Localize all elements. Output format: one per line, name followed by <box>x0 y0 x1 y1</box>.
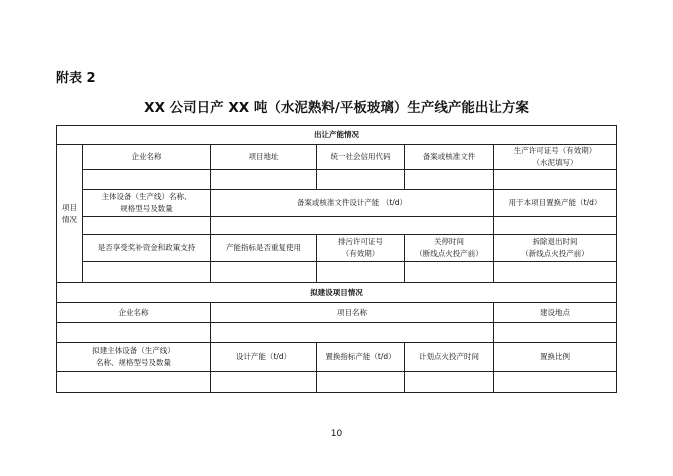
header-new-project-name: 项目名称 <box>211 303 494 323</box>
input-replacement-ratio[interactable] <box>494 372 617 393</box>
header-demolition-time: 拆除退出时间 （新线点火投产前） <box>494 235 617 262</box>
header-subsidy-support: 是否享受奖补资金和政策支持 <box>83 235 211 262</box>
header-new-company-name: 企业名称 <box>57 303 211 323</box>
input-credit-code[interactable] <box>317 170 405 190</box>
header-quota-reuse: 产能指标是否重复使用 <box>211 235 317 262</box>
input-company-name[interactable] <box>83 170 211 190</box>
header-planned-ignition-time: 计划点火投产时间 <box>405 343 494 372</box>
input-main-equipment[interactable] <box>83 217 211 235</box>
input-quota-reuse[interactable] <box>211 262 317 283</box>
header-filing-document: 备案或核准文件 <box>405 145 494 170</box>
capacity-transfer-form <box>56 125 617 393</box>
header-replacement-ratio: 置换比例 <box>494 343 617 372</box>
input-filing-document[interactable] <box>405 170 494 190</box>
header-main-equipment: 主体设备（生产线）名称、 规格型号及数量 <box>83 190 211 217</box>
input-new-main-equipment[interactable] <box>57 372 211 393</box>
input-planned-ignition-time[interactable] <box>405 372 494 393</box>
document-title: XX 公司日产 XX 吨（水泥熟料/平板玻璃）生产线产能出让方案 <box>144 100 529 116</box>
project-info-side-label: 项目 情况 <box>57 145 83 283</box>
input-construction-site[interactable] <box>494 323 617 343</box>
input-demolition-time[interactable] <box>494 262 617 283</box>
header-company-name: 企业名称 <box>83 145 211 170</box>
header-new-main-equipment: 拟建主体设备（生产线） 名称、规格型号及数量 <box>57 343 211 372</box>
attachment-label: 附表 2 <box>56 71 96 86</box>
header-shutdown-time: 关停时间 （断线点火投产前） <box>405 235 494 262</box>
input-subsidy-support[interactable] <box>83 262 211 283</box>
header-replacement-capacity: 用于本项目置换产能（t/d） <box>494 190 617 217</box>
input-production-license[interactable] <box>494 170 617 190</box>
input-replacement-quota-capacity[interactable] <box>317 372 405 393</box>
input-replacement-capacity[interactable] <box>494 217 617 235</box>
header-replacement-quota-capacity: 置换指标产能（t/d） <box>317 343 405 372</box>
input-new-design-capacity[interactable] <box>211 372 317 393</box>
input-project-address[interactable] <box>211 170 317 190</box>
section-transfer-heading: 出让产能情况 <box>57 126 617 145</box>
input-shutdown-time[interactable] <box>405 262 494 283</box>
header-credit-code: 统一社会信用代码 <box>317 145 405 170</box>
header-new-design-capacity: 设计产能（t/d） <box>211 343 317 372</box>
input-discharge-permit[interactable] <box>317 262 405 283</box>
input-new-project-name[interactable] <box>211 323 494 343</box>
section-new-project-heading: 拟建设项目情况 <box>57 283 617 303</box>
page-number: 10 <box>330 429 343 439</box>
input-new-company-name[interactable] <box>57 323 211 343</box>
input-design-capacity[interactable] <box>211 217 494 235</box>
header-discharge-permit: 排污许可证号 （有效期） <box>317 235 405 262</box>
header-construction-site: 建设地点 <box>494 303 617 323</box>
header-design-capacity: 备案或核准文件设计产能 （t/d） <box>211 190 494 217</box>
header-production-license: 生产许可证号（有效期） （水泥填写） <box>494 145 617 170</box>
header-project-address: 项目地址 <box>211 145 317 170</box>
